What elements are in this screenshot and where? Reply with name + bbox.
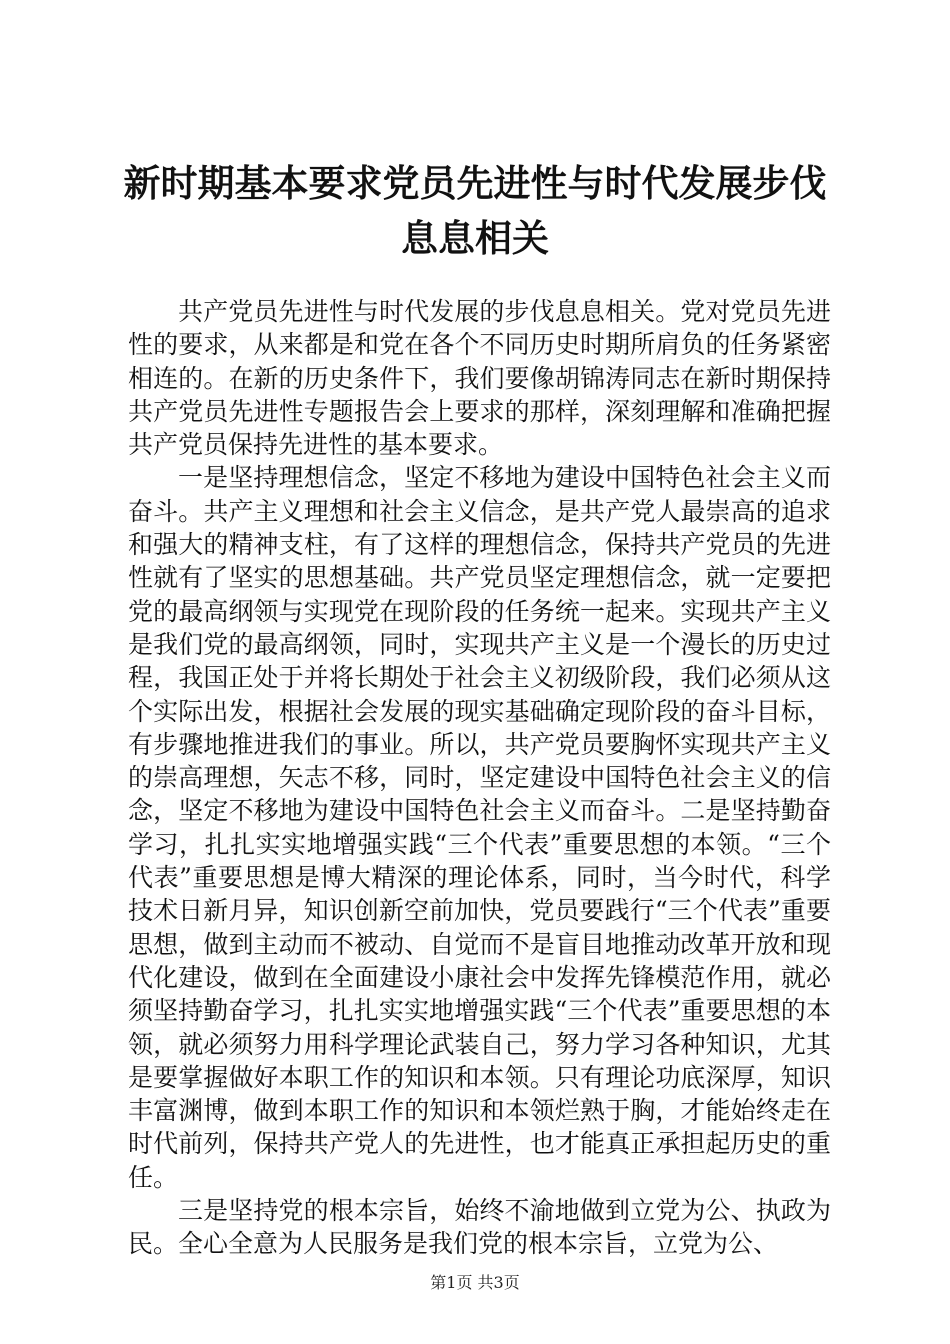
page-total: 共3页 (477, 1273, 520, 1292)
paragraph-points-one-two: 一是坚持理想信念，坚定不移地为建设中国特色社会主义而奋斗。共产主义理想和社会主义信念，是共产党人最崇高的追求和强大的精神支柱，有了这样的理想信念，保持共产党员的先进性就有了坚实的思想基础。共产党员坚定理想信念，就一定要把党的最高纲领与实现党在现阶段的任务统一起来。实现共产主义是我们党的最高纲领，同时，实现共产主义是一个漫长的历史过程，我国正处于并将长期处于社会主义初级阶段，我们必须从这个实际出发，根据社会发展的现实基础确定现阶段的奋斗目标，有步骤地推进我们的事业。所以，共产党员要胸怀实现共产主义的崇高理想，矢志不移，同时，坚定建设中国特色社会主义的信念，坚定不移地为建设中国特色社会主义而奋斗。二是坚持勤奋学习，扎扎实实地增强实践“三个代表”重要思想的本领。“三个代表”重要思想是博大精深的理论体系，同时，当今时代，科学技术日新月异，知识创新空前加快，党员要践行“三个代表”重要思想，做到主动而不被动、自觉而不是盲目地推动改革开放和现代化建设，做到在全面建设小康社会中发挥先锋模范作用，就必须坚持勤奋学习，扎扎实实地增强实践“三个代表”重要思想的本领，就必须努力用科学理论武装自己，努力学习各种知识，尤其是要掌握做好本职工作的知识和本领。只有理论功底深厚，知识丰富渊博，做到本职工作的知识和本领烂熟于胸，才能始终走在时代前列，保持共产党人的先进性，也才能真正承担起历史的重任。 (128, 463, 831, 1192)
paragraph-intro: 共产党员先进性与时代发展的步伐息息相关。党对党员先进性的要求，从来都是和党在各个不同历史时期所肩负的任务紧密相连的。在新的历史条件下，我们要像胡锦涛同志在新时期保持共产党员先进性专题报告会上要求的那样，深刻理解和准确把握共产党员保持先进性的基本要求。 (128, 297, 831, 460)
page-number: 第1页 (430, 1273, 473, 1292)
document-body (128, 295, 831, 1261)
paragraph-point-three: 三是坚持党的根本宗旨，始终不渝地做到立党为公、执政为民。全心全意为人民服务是我们党的根本宗旨，立党为公、 (128, 1196, 831, 1259)
document-title: 新时期基本要求党员先进性与时代发展步伐息息相关 (123, 161, 827, 260)
page-footer (0, 1273, 950, 1293)
